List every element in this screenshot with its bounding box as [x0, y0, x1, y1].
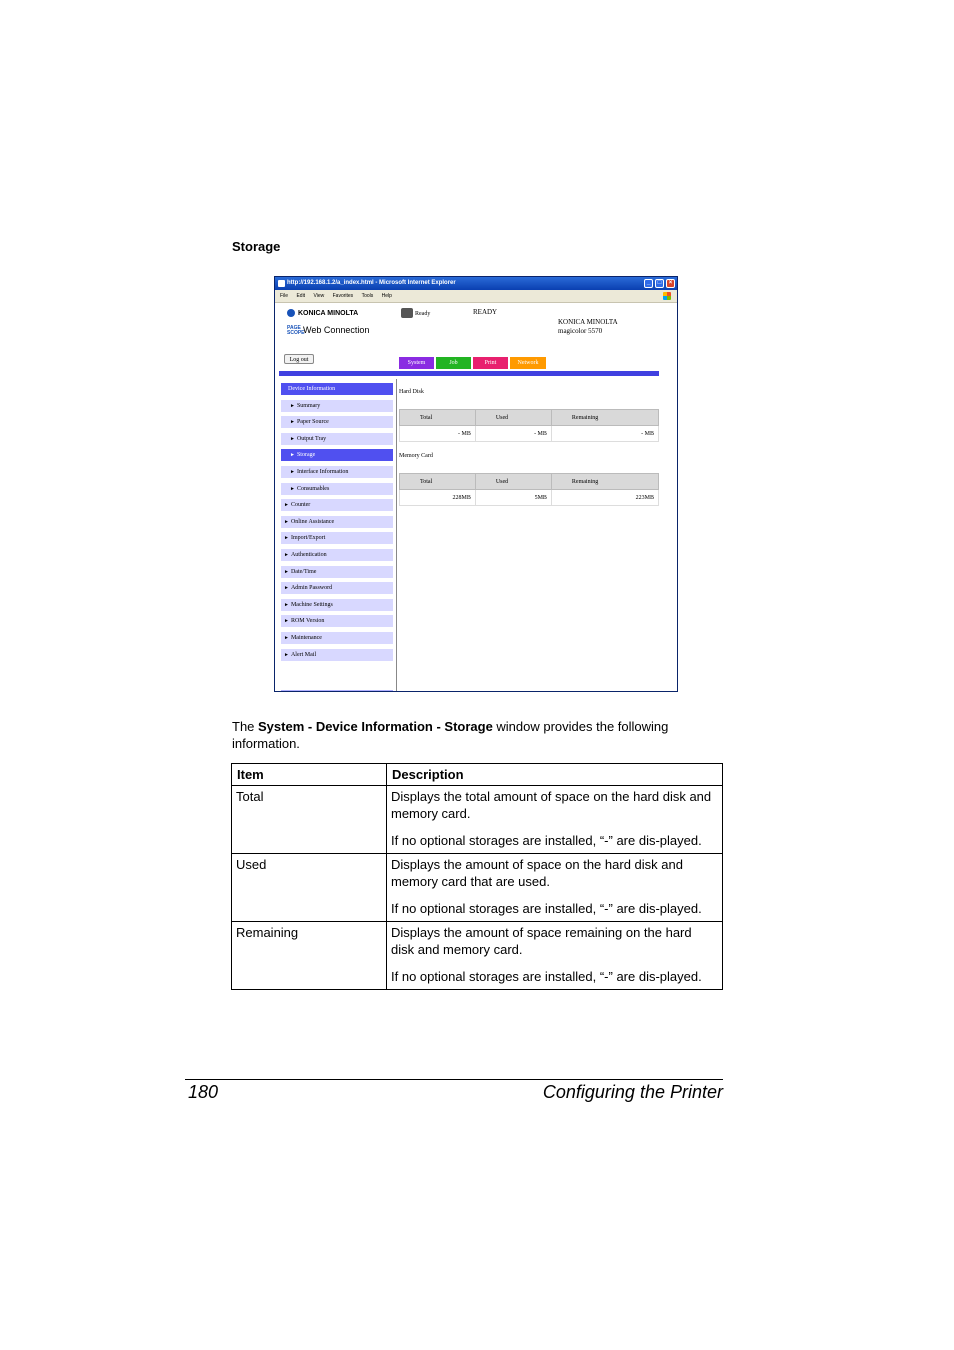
header-description: Description: [387, 764, 723, 786]
row-item: Remaining: [232, 922, 387, 990]
sidebar-divider: [396, 379, 397, 692]
web-page-content: [275, 303, 677, 691]
arrow-right-icon: ►: [290, 436, 295, 442]
sidebar-bottom-bar: [281, 690, 393, 692]
arrow-right-icon: ►: [290, 403, 295, 409]
globe-icon: [287, 309, 295, 317]
arrow-right-icon: ►: [284, 569, 289, 575]
title-bar: [275, 277, 677, 290]
konica-minolta-logo: KONICA MINOLTA: [287, 309, 358, 317]
tab-job[interactable]: Job: [436, 357, 471, 369]
table-row: [232, 922, 723, 990]
minimize-icon[interactable]: _: [644, 279, 653, 288]
sidebar-item[interactable]: [281, 433, 393, 445]
sidebar-item[interactable]: [281, 632, 393, 644]
tab-underline-bar: [279, 371, 659, 376]
row-item: Used: [232, 854, 387, 922]
header-item: Item: [232, 764, 387, 786]
sidebar-item-label: ROM Version: [290, 618, 325, 625]
table-row: [232, 854, 723, 922]
tab-system[interactable]: System: [399, 357, 434, 369]
sidebar-item-label: Admin Password: [290, 585, 333, 592]
intro-paragraph: The System - Device Information - Storage window provides the following information.: [232, 719, 669, 751]
memory-card-table: [399, 473, 659, 506]
description-table: [231, 763, 723, 990]
sidebar-item-label: Authentication: [290, 552, 327, 558]
row-description: Displays the total amount of space on the hard disk and memory card. If no optional storages are installed, “-” are dis-played.: [387, 786, 723, 854]
logout-button[interactable]: Log out: [284, 354, 314, 364]
arrow-right-icon: ►: [284, 536, 289, 542]
menu-bar: [275, 290, 677, 303]
section-heading: Storage: [232, 239, 281, 254]
pagescope-logo: PAGE SCOPEWeb Connection: [287, 324, 370, 336]
sidebar-item[interactable]: [281, 599, 393, 611]
menu-edit[interactable]: Edit: [296, 293, 306, 299]
tab-network[interactable]: Network: [510, 357, 546, 369]
sidebar-item[interactable]: [281, 516, 393, 528]
sidebar-item[interactable]: [281, 483, 393, 495]
arrow-right-icon: ►: [284, 619, 289, 625]
window-title: http://192.168.1.2/a_index.html - Microsoft Internet Explorer: [287, 280, 456, 286]
sidebar-item[interactable]: [281, 582, 393, 594]
sidebar-item[interactable]: [281, 449, 393, 461]
model-name: magicolor 5570: [558, 327, 603, 335]
hard-disk-table: [399, 409, 659, 442]
mc-value-remaining: 223MB: [551, 490, 658, 506]
arrow-right-icon: ►: [290, 470, 295, 475]
hd-value-remaining: - MB: [551, 426, 658, 442]
mc-header-total: Total: [400, 474, 476, 490]
hd-value-total: - MB: [400, 426, 476, 442]
sidebar-item-label: Summary: [296, 402, 321, 409]
arrow-right-icon: ►: [284, 602, 289, 608]
hd-value-used: - MB: [475, 426, 551, 442]
arrow-right-icon: ►: [284, 636, 289, 641]
sidebar-item-label: Maintenance: [290, 635, 322, 641]
browser-window-screenshot: [274, 276, 678, 692]
hd-header-total: Total: [400, 410, 476, 426]
sidebar-item-label: Paper Source: [296, 419, 329, 426]
sidebar-item-label: Machine Settings: [290, 601, 333, 608]
menu-file[interactable]: File: [280, 293, 289, 299]
hard-disk-title: Hard Disk: [399, 389, 424, 395]
footer-rule: [185, 1079, 723, 1080]
sidebar-item-label: Alert Mail: [290, 651, 317, 658]
close-icon[interactable]: ×: [666, 279, 675, 288]
sidebar-item[interactable]: [281, 466, 393, 478]
sidebar-item[interactable]: [281, 615, 393, 627]
table-row: [232, 786, 723, 854]
arrow-right-icon: ►: [290, 453, 295, 459]
row-description: Displays the amount of space on the hard disk and memory card that are used. If no optional storages are installed, “-” are dis-played.: [387, 854, 723, 922]
sidebar-item[interactable]: [281, 649, 393, 661]
intro-bold-path: System - Device Information - Storage: [258, 719, 493, 734]
printer-status-icon: [401, 308, 413, 318]
windows-logo-icon: [663, 292, 671, 300]
arrow-right-icon: ►: [284, 652, 289, 658]
menu-favorites[interactable]: Favorites: [332, 293, 354, 299]
arrow-right-icon: ►: [290, 420, 295, 426]
arrow-right-icon: ►: [284, 519, 289, 525]
sidebar-item-label: Storage: [296, 452, 316, 459]
sidebar-item[interactable]: [281, 549, 393, 561]
row-item: Total: [232, 786, 387, 854]
sidebar-item-label: Interface Information: [296, 469, 349, 475]
page-number: 180: [188, 1082, 219, 1102]
memory-card-title: Memory Card: [399, 453, 433, 459]
sidebar-item-label: Device Information: [288, 386, 336, 392]
menu-view[interactable]: View: [313, 293, 325, 299]
sidebar-item-label: Output Tray: [296, 435, 327, 442]
sidebar-item-label: Online Assistance: [290, 518, 335, 525]
menu-help[interactable]: Help: [381, 293, 392, 299]
row-description: Displays the amount of space remaining on the hard disk and memory card. If no optional storages are installed, “-” are dis-played.: [387, 922, 723, 990]
arrow-right-icon: ►: [290, 486, 295, 492]
status-short: Ready: [415, 311, 431, 317]
tab-print[interactable]: Print: [473, 357, 508, 369]
arrow-right-icon: ►: [284, 503, 289, 509]
mc-value-total: 228MB: [400, 490, 476, 506]
model-brand: KONICA MINOLTA: [558, 318, 618, 326]
mc-header-remaining: Remaining: [551, 474, 658, 490]
sidebar-item-label: Consumables: [296, 485, 330, 492]
hd-header-used: Used: [475, 410, 551, 426]
ie-icon: [278, 280, 285, 287]
sidebar-item[interactable]: [281, 383, 393, 395]
sidebar-item[interactable]: [281, 532, 393, 544]
mc-header-used: Used: [475, 474, 551, 490]
maximize-icon[interactable]: □: [655, 279, 664, 288]
sidebar-item[interactable]: [281, 566, 393, 578]
arrow-right-icon: ►: [284, 553, 289, 558]
chapter-title: Configuring the Printer: [542, 1082, 723, 1102]
sidebar-item-label: Import/Export: [290, 535, 326, 542]
pagescope-mark: PAGE SCOPE: [287, 324, 305, 336]
printer-model: [558, 318, 618, 336]
sidebar-item[interactable]: [281, 499, 393, 511]
sidebar-item[interactable]: [281, 400, 393, 412]
status-long: READY: [473, 308, 498, 316]
hd-header-remaining: Remaining: [551, 410, 658, 426]
sidebar-item-label: Date/Time: [290, 568, 317, 575]
sidebar-item-label: Counter: [290, 502, 311, 509]
sidebar-item[interactable]: [281, 416, 393, 428]
arrow-right-icon: ►: [284, 586, 289, 592]
menu-tools[interactable]: Tools: [361, 293, 374, 299]
mc-value-used: 5MB: [475, 490, 551, 506]
